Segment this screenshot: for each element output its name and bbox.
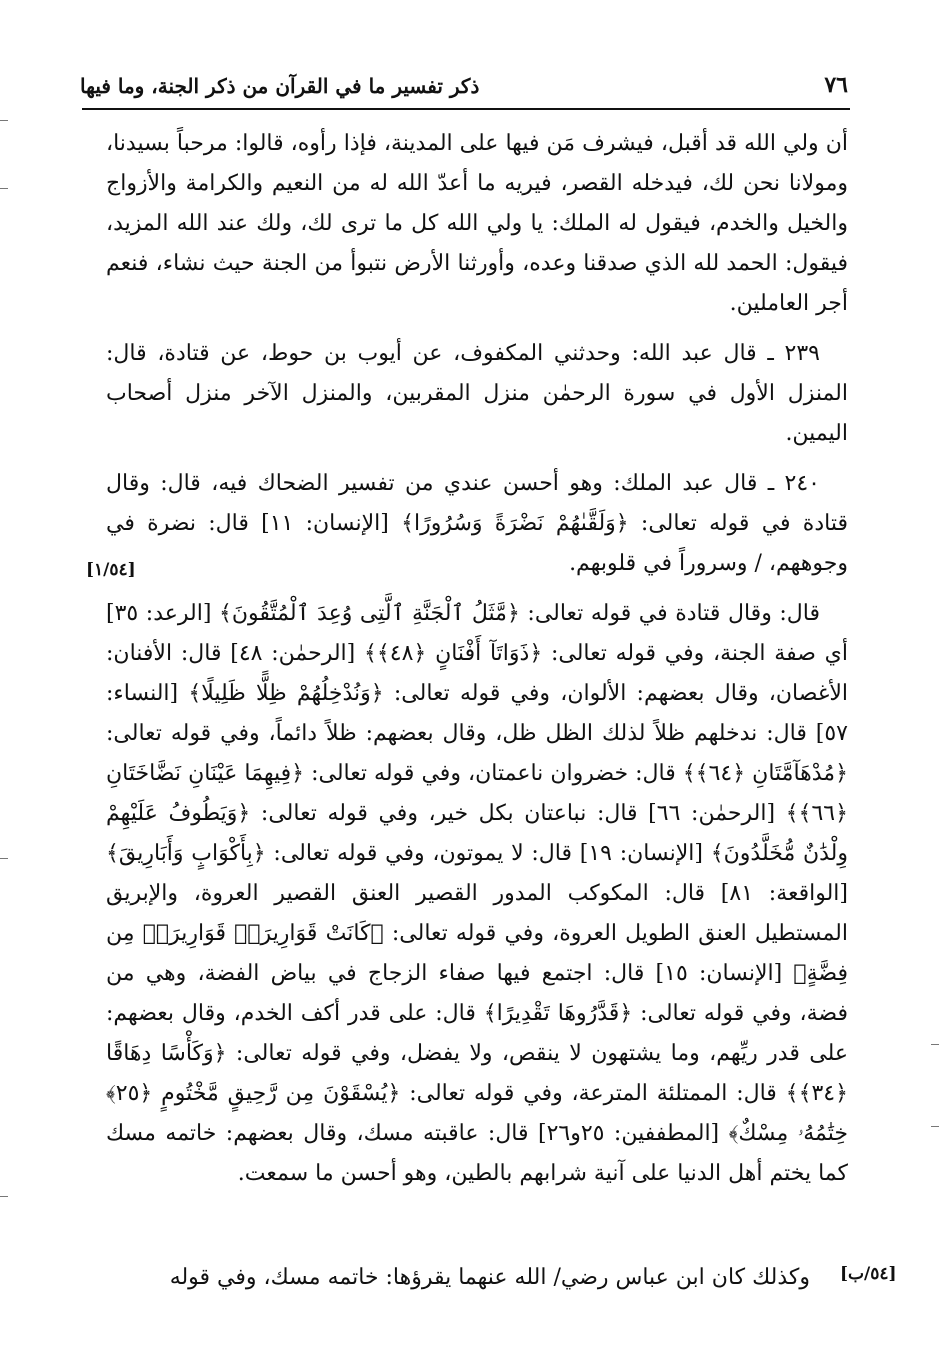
page-header: [80, 68, 848, 104]
closing-line: وكذلك كان ابن عباس رضي/ الله عنهما يقرؤها: خاتمه مسك، وفي قوله: [169, 1265, 810, 1290]
page-number: ٧٦: [824, 72, 848, 98]
scan-edge-mark: [0, 120, 8, 121]
scan-edge-mark: [931, 1126, 939, 1127]
scan-edge-mark: [931, 1044, 939, 1045]
scan-edge-mark: [0, 188, 8, 189]
main-text: [106, 124, 848, 1204]
folio-marker-a: [١/٥٤]: [86, 560, 136, 580]
header-rule: [82, 108, 850, 110]
paragraph-239: ٢٣٩ ـ قال عبد الله: وحدثني المكفوف، عن أيوب بن حوط، عن قتادة، قال: المنزل الأول في سورة الرحمٰن منزل المقربين، والمنزل الآخر منزل أصحاب اليمين.: [106, 341, 848, 446]
scan-edge-mark: [0, 858, 8, 859]
scan-edge-mark: [0, 1196, 8, 1197]
running-title: ذكر تفسير ما في القرآن من ذكر الجنة، وما فيها: [80, 74, 480, 98]
paragraph-tafsir: قال: وقال قتادة في قوله تعالى: ﴿مَّثَلُ ٱلْجَنَّةِ ٱلَّتِى وُعِدَ ٱلْمُتَّقُونَ﴾ [الرعد: ٣٥] أي صفة الجنة، وفي قوله تعالى: ﴿ذَوَاتَآ أَفْنَانٍ ﴿٤٨﴾﴾ [الرحمٰن: ٤٨] قال: الأفنان: الأغصان، وقال بعضهم: الألوان، وفي قوله تعالى: ﴿وَنُدْخِلُهُمْ ظِلًّا ظَلِيلًا﴾ [النساء: ٥٧] قال: ندخلهم ظلاً لذلك الظل ظل، وقال بعضهم: ظلاً دائماً، وفي قوله تعالى: ﴿مُدْهَآمَّتَانِ ﴿٦٤﴾﴾ قال: خضروان ناعمتان، وفي قوله تعالى: ﴿فِيهِمَا عَيْنَانِ نَضَّاخَتَانِ ﴿٦٦﴾﴾ [الرحمٰن: ٦٦] قال: نباعتان بكل خير، وفي قوله تعالى: ﴿وَيَطُوفُ عَلَيْهِمْ وِلْدَٰنٌ مُّخَلَّدُونَ﴾ [الإنسان: ١٩] قال: لا يموتون، وفي قوله تعالى: ﴿بِأَكْوَابٍ وَأَبَارِيقَ﴾ [الواقعة: ٨١] قال: المكوكب المدور القصير العنق القصير العروة، والإبريق المستطيل العنق الطويل العروة، وفي قوله تعالى: ﴿كَانَتْ قَوَارِيرَا۠ قَوَارِيرَا۟ مِن فِضَّةٍ﴾ [الإنسان: ١٥] قال: اجتمع فيها صفاء الزجاج في بياض الفضة، وهي من فضة، وفي قوله تعالى: ﴿قَدَّرُوهَا تَقْدِيرًا﴾ قال: على قدر أكف الخدم، وقال بعضهم: على قدر ريِّهم، وما يشتهون لا ينقص، ولا يفضل، وفي قوله تعالى: ﴿وَكَأْسًا دِهَاقًا ﴿٣٤﴾﴾ قال: الممتلئة المترعة، وفي قوله تعالى: ﴿يُسْقَوْنَ مِن رَّحِيقٍ مَّخْتُومٍ ﴿٢٥﴾ خِتَٰمُهُۥ مِسْكٌ﴾ [المطففين: ٢٥و٢٦] قال: عاقبته مسك، وقال بعضهم: خاتمه مسك كما يختم أهل الدنيا على آنية شرابهم بالطين، وهو أحسن ما سمعت.: [106, 601, 848, 1186]
folio-marker-b: [٥٤/ب]: [840, 1264, 897, 1284]
paragraph-continuation: أن ولي الله قد أقبل، فيشرف مَن فيها على المدينة، فإذا رأوه، قالوا: مرحباً بسيدنا، ومولانا نحن لك، فيدخله القصر، فيريه ما أعدّ الله له من النعيم والكرامة والأزواج والخيل والخدم، فيقول له الملك: يا ولي الله كل ما ترى لك، ولك عند الله المزيد، فيقول: الحمد لله الذي صدقنا وعده، وأورثنا الأرض نتبوأ من الجنة حيث نشاء، فنعم أجر العاملين.: [106, 131, 848, 316]
paragraph-240: ٢٤٠ ـ قال عبد الملك: وهو أحسن عندي من تفسير الضحاك فيه، قال: وقال قتادة في قوله تعالى: ﴿وَلَقَّىٰهُمْ نَضْرَةً وَسُرُورًا﴾ [الإنسان: ١١] قال: نضرة في وجوههم، / وسروراً في قلوبهم.: [106, 471, 848, 576]
